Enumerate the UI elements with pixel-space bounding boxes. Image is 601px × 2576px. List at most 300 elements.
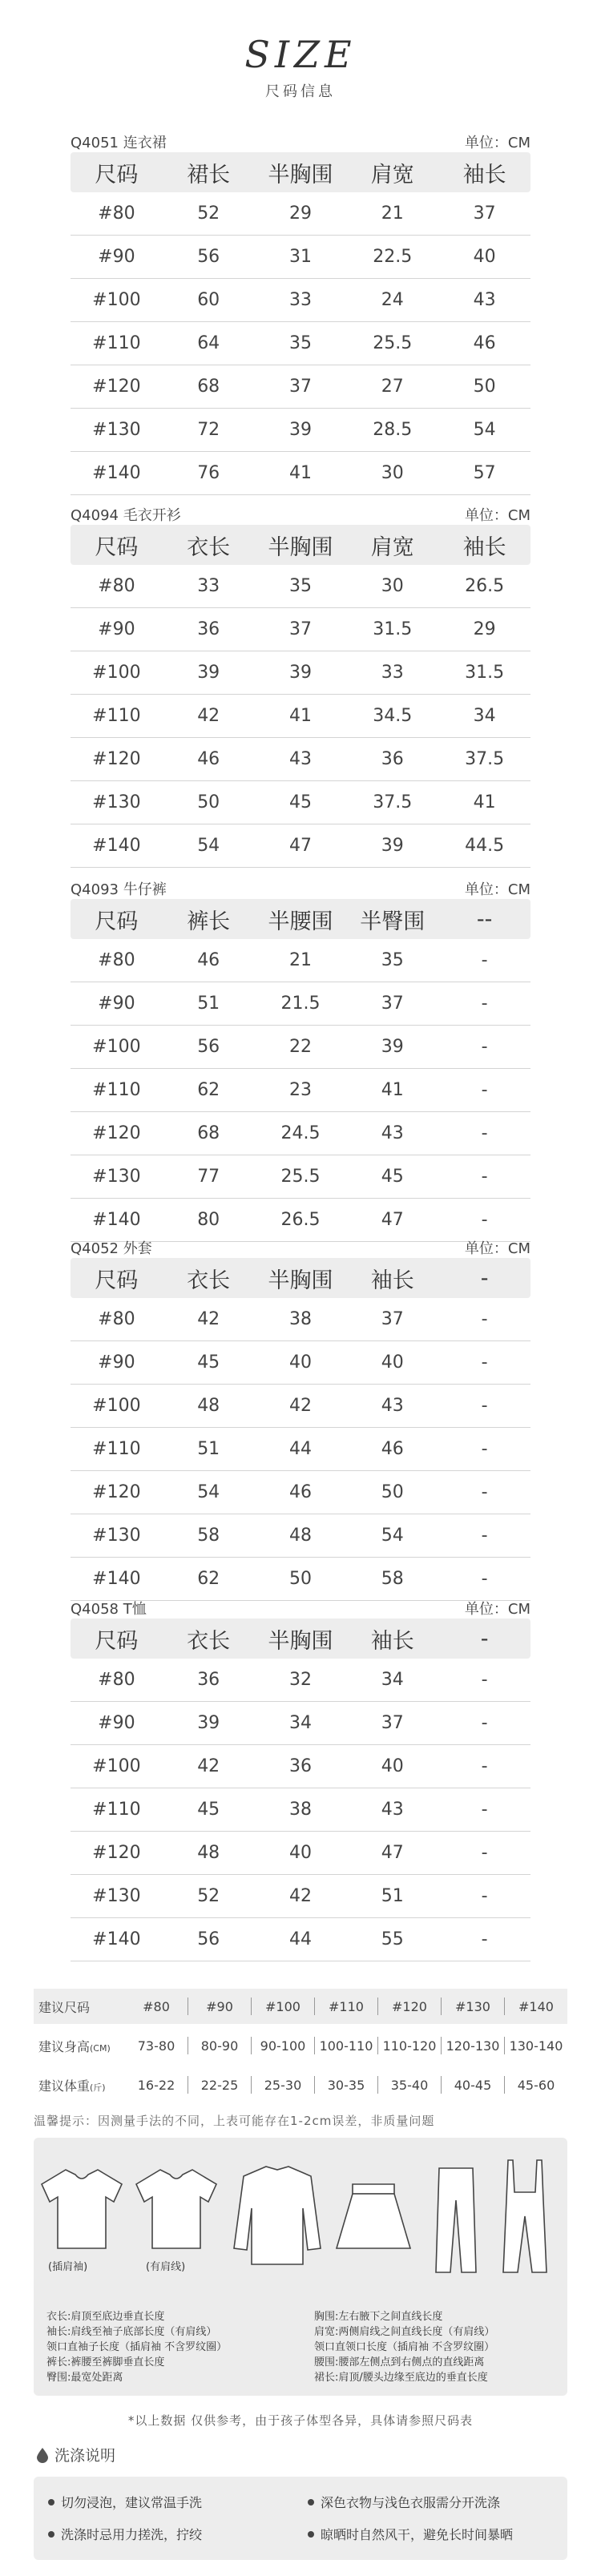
- table-cell: -: [481, 1309, 488, 1329]
- table-cell: #130: [92, 420, 141, 440]
- table-cell: -: [481, 1929, 488, 1949]
- table-cell: 37.5: [373, 792, 413, 812]
- table-cell: 41: [288, 706, 312, 726]
- table-cell: 37.5: [465, 749, 505, 769]
- table-cell: 56: [197, 1929, 220, 1949]
- table-cell: 29: [473, 619, 496, 639]
- cell: #80: [143, 1998, 170, 2014]
- table-cell: #140: [92, 463, 141, 483]
- table-row: [71, 1788, 530, 1832]
- table-cell: 51: [197, 994, 220, 1014]
- wash-title: 洗涤说明: [54, 2447, 116, 2465]
- col-header: 半胸围: [268, 1628, 333, 1654]
- set-in-label: (有肩线): [146, 2261, 186, 2273]
- table-cell: 39: [288, 420, 312, 440]
- table-row: [71, 1918, 530, 1961]
- table-cell: 31: [288, 247, 312, 267]
- table-cell: 43: [381, 1800, 404, 1820]
- col-header: 半胸围: [268, 1268, 333, 1293]
- table-row: [71, 1112, 530, 1155]
- table-cell: 46: [197, 749, 220, 769]
- table-cell: -: [481, 1886, 488, 1906]
- cell: #140: [518, 1998, 554, 2014]
- col-header: 尺码: [95, 162, 139, 187]
- table-cell: 42: [288, 1396, 312, 1416]
- notes-right: [314, 2309, 494, 2385]
- table-header: [71, 1258, 530, 1298]
- table-cell: #120: [92, 1123, 141, 1143]
- table-cell: 42: [197, 1756, 220, 1776]
- table-cell: 37: [288, 619, 312, 639]
- table-cell: #130: [92, 792, 141, 812]
- unit-label: 单位：CM: [464, 135, 530, 151]
- bullet-icon: [48, 2531, 54, 2538]
- table-cell: 40: [288, 1353, 312, 1373]
- table-cell: #140: [92, 836, 141, 856]
- table-cell: 48: [197, 1843, 220, 1863]
- table-cell: 36: [197, 619, 220, 639]
- table-cell: 24: [381, 290, 404, 310]
- page-subtitle: 尺码信息: [265, 83, 336, 100]
- table-header: [71, 525, 530, 565]
- table-cell: -: [481, 1756, 488, 1776]
- col-header: 半腰围: [268, 909, 333, 934]
- water-drop-icon: [34, 2446, 51, 2464]
- cell: 30-35: [327, 2077, 365, 2093]
- table-cell: 41: [381, 1080, 404, 1100]
- table-row: [71, 1069, 530, 1112]
- table-cell: 27: [381, 377, 404, 397]
- table-row: [71, 1341, 530, 1385]
- notes-left: [46, 2309, 227, 2385]
- table-cell: 34: [473, 706, 496, 726]
- col-header: 裙长: [187, 162, 231, 187]
- cell: #130: [455, 1998, 490, 2014]
- table-cell: 26.5: [280, 1210, 321, 1230]
- table-cell: #110: [92, 1800, 141, 1820]
- table-cell: 41: [288, 463, 312, 483]
- table-cell: 31.5: [373, 619, 413, 639]
- unit-label: 单位：CM: [464, 881, 530, 898]
- table-cell: #130: [92, 1886, 141, 1906]
- tshirt-icon: [136, 2170, 216, 2248]
- bullet-icon: [48, 2499, 54, 2505]
- table-header: [71, 1619, 530, 1659]
- wash-header: [34, 2444, 567, 2465]
- table-row: [71, 1026, 530, 1069]
- table-cell: #80: [98, 1309, 135, 1329]
- table-row: [71, 565, 530, 608]
- table-row: [71, 1514, 530, 1558]
- table-cell: #120: [92, 1482, 141, 1502]
- table-cell: 62: [197, 1569, 220, 1589]
- table-cell: 42: [197, 1309, 220, 1329]
- col-header: 衣长: [187, 1268, 231, 1293]
- table-row: [71, 1832, 530, 1875]
- table-cell: 48: [197, 1396, 220, 1416]
- table-cell: 39: [381, 836, 404, 856]
- table-row: [71, 279, 530, 322]
- table-cell: #100: [92, 1037, 141, 1057]
- table-title: Q4052 外套: [71, 1240, 152, 1257]
- table-cell: 33: [197, 576, 220, 596]
- table-cell: -: [481, 1843, 488, 1863]
- table-cell: 43: [473, 290, 496, 310]
- table-cell: #80: [98, 204, 135, 224]
- table-header: [71, 899, 530, 939]
- table-title: Q4093 牛仔裤: [71, 881, 167, 898]
- table-cell: 50: [288, 1569, 312, 1589]
- cell: 22-25: [200, 2077, 239, 2093]
- col-header: 衣长: [187, 1628, 231, 1654]
- table-cell: #120: [92, 1843, 141, 1863]
- table-row: [71, 1298, 530, 1341]
- table-cell: 50: [197, 792, 220, 812]
- size-table-coat: [71, 1234, 530, 1601]
- table-cell: 43: [381, 1123, 404, 1143]
- table-cell: 37: [473, 204, 496, 224]
- table-row: [71, 1875, 530, 1918]
- table-cell: -: [481, 1713, 488, 1733]
- note-line: 腰围:腰部左侧点到右侧点的直线距离: [314, 2356, 485, 2368]
- size-table-jeans: [71, 875, 530, 1242]
- cell: 16-22: [137, 2077, 175, 2093]
- table-row: [71, 939, 530, 982]
- table-cell: 54: [381, 1526, 404, 1546]
- col-header: 衣长: [187, 534, 231, 560]
- table-cell: -: [481, 1080, 488, 1100]
- cell: 45-60: [517, 2077, 555, 2093]
- table-cell: 47: [288, 836, 312, 856]
- cell: 73-80: [137, 2038, 175, 2054]
- col-header: 尺码: [95, 909, 139, 934]
- cell: #90: [206, 1998, 233, 2014]
- table-cell: 58: [197, 1526, 220, 1546]
- table-row: [71, 824, 530, 868]
- raglan-tshirt-icon: [42, 2170, 122, 2248]
- table-cell: 21.5: [280, 994, 321, 1014]
- page-title: SIZE: [244, 33, 357, 76]
- table-cell: -: [481, 1439, 488, 1459]
- table-cell: 36: [197, 1670, 220, 1690]
- table-cell: 37: [381, 1309, 404, 1329]
- table-cell: 28.5: [373, 420, 413, 440]
- table-cell: 77: [197, 1167, 220, 1187]
- table-cell: #110: [92, 1080, 141, 1100]
- col-header: 半胸围: [268, 534, 333, 560]
- cell: 120-130: [446, 2038, 500, 2054]
- table-cell: #130: [92, 1167, 141, 1187]
- col-header: 半臀围: [360, 909, 426, 934]
- table-cell: #90: [98, 247, 135, 267]
- raglan-label: (插肩袖): [48, 2261, 88, 2273]
- table-cell: 68: [197, 1123, 220, 1143]
- note-line: 臀围:最宽处距离: [46, 2372, 123, 2384]
- table-cell: 54: [197, 1482, 220, 1502]
- col-header: 袖长: [370, 1628, 414, 1654]
- table-cell: 24.5: [280, 1123, 321, 1143]
- table-cell: 43: [288, 749, 312, 769]
- table-cell: 39: [288, 663, 312, 683]
- table-cell: 46: [197, 950, 220, 970]
- table-cell: 39: [381, 1037, 404, 1057]
- col-header: 半胸围: [268, 162, 333, 187]
- table-row: [71, 1659, 530, 1702]
- table-cell: 62: [197, 1080, 220, 1100]
- table-cell: 55: [381, 1929, 404, 1949]
- col-header: 袖长: [462, 162, 506, 187]
- size-table-cardigan: [71, 501, 530, 868]
- table-row: [71, 651, 530, 695]
- table-cell: 76: [197, 463, 220, 483]
- table-cell: 30: [381, 576, 404, 596]
- table-cell: 29: [288, 204, 312, 224]
- table-cell: 34.5: [373, 706, 413, 726]
- table-cell: 51: [381, 1886, 404, 1906]
- table-cell: -: [481, 950, 488, 970]
- table-row: [71, 365, 530, 409]
- col-header: 尺码: [95, 1268, 139, 1293]
- cell: 40-45: [454, 2077, 492, 2093]
- table-cell: 40: [381, 1353, 404, 1373]
- pants-icon: [436, 2168, 476, 2272]
- size-table-dress: [71, 128, 530, 495]
- recommend-weight-row: [34, 2067, 567, 2102]
- table-cell: 46: [473, 333, 496, 353]
- table-cell: 40: [473, 247, 496, 267]
- col-header: 尺码: [95, 534, 139, 560]
- table-cell: 41: [473, 792, 496, 812]
- table-row: [71, 236, 530, 279]
- table-cell: 21: [381, 204, 404, 224]
- table-cell: #80: [98, 1670, 135, 1690]
- cell: #100: [265, 1998, 300, 2014]
- table-cell: 34: [288, 1713, 312, 1733]
- table-cell: 44: [288, 1439, 312, 1459]
- table-cell: 46: [381, 1439, 404, 1459]
- table-cell: 64: [197, 333, 220, 353]
- table-cell: #110: [92, 1439, 141, 1459]
- table-cell: 40: [288, 1843, 312, 1863]
- table-cell: -: [481, 994, 488, 1014]
- note-line: 领口直领口长度（插肩袖 不含罗纹圈）: [314, 2341, 495, 2353]
- table-cell: 48: [288, 1526, 312, 1546]
- size-table-tshirt: [71, 1594, 530, 1961]
- table-cell: #120: [92, 377, 141, 397]
- table-row: [71, 982, 530, 1026]
- table-cell: 37: [381, 1713, 404, 1733]
- table-cell: #140: [92, 1929, 141, 1949]
- table-cell: 21: [288, 950, 312, 970]
- skirt-icon: [353, 2184, 394, 2194]
- table-cell: 50: [473, 377, 496, 397]
- table-cell: #90: [98, 1353, 135, 1373]
- table-cell: 33: [288, 290, 312, 310]
- table-cell: -: [481, 1123, 488, 1143]
- table-cell: 35: [381, 950, 404, 970]
- table-title: Q4058 T恤: [71, 1601, 147, 1618]
- note-line: 袖长:肩线至袖子底部长度（有肩线）: [46, 2326, 217, 2338]
- row-label: 建议身高(CM): [38, 2038, 111, 2054]
- table-cell: 38: [288, 1309, 312, 1329]
- table-cell: 40: [381, 1756, 404, 1776]
- table-row: [71, 409, 530, 452]
- table-cell: 47: [381, 1210, 404, 1230]
- table-cell: -: [481, 1037, 488, 1057]
- table-cell: -: [481, 1353, 488, 1373]
- table-row: [71, 1385, 530, 1428]
- table-cell: 45: [197, 1353, 220, 1373]
- wash-item: 切勿浸泡，建议常温手洗: [48, 2493, 202, 2511]
- table-cell: #110: [92, 333, 141, 353]
- bullet-icon: [308, 2531, 314, 2538]
- table-cell: 35: [288, 333, 312, 353]
- table-cell: 43: [381, 1396, 404, 1416]
- warm-tip: 温馨提示：因测量手法的不同，上表可能存在1-2cm误差，非质量问题: [34, 2114, 435, 2128]
- table-cell: 54: [473, 420, 496, 440]
- table-cell: 56: [197, 247, 220, 267]
- note-line: 衣长:肩顶至底边垂直长度: [46, 2311, 165, 2323]
- col-header: 袖长: [462, 534, 506, 560]
- table-cell: 47: [381, 1843, 404, 1863]
- wash-item: 晾晒时自然风干，避免长时间暴晒: [308, 2525, 513, 2543]
- table-cell: 23: [288, 1080, 312, 1100]
- table-cell: #100: [92, 1756, 141, 1776]
- unit-label: 单位：CM: [464, 1240, 530, 1257]
- table-row: [71, 1702, 530, 1745]
- table-cell: 35: [288, 576, 312, 596]
- table-cell: #140: [92, 1210, 141, 1230]
- col-header: --: [476, 906, 493, 932]
- table-row: [71, 608, 530, 651]
- table-cell: 26.5: [465, 576, 505, 596]
- col-header: -: [480, 1265, 489, 1291]
- table-cell: 31.5: [465, 663, 505, 683]
- table-row: [71, 452, 530, 495]
- cell: #110: [329, 1998, 364, 2014]
- table-cell: 25.5: [373, 333, 413, 353]
- table-row: [71, 695, 530, 738]
- table-cell: -: [481, 1670, 488, 1690]
- table-cell: 72: [197, 420, 220, 440]
- table-row: [71, 1745, 530, 1788]
- table-cell: 33: [381, 663, 404, 683]
- recommend-size-row: [34, 1989, 567, 2024]
- table-cell: -: [481, 1167, 488, 1187]
- table-row: [71, 322, 530, 365]
- title-block: [0, 32, 601, 101]
- table-title: Q4094 毛衣开衫: [71, 507, 181, 524]
- table-cell: 45: [197, 1800, 220, 1820]
- table-header: [71, 152, 530, 192]
- col-header: 袖长: [370, 1268, 414, 1293]
- table-cell: 36: [381, 749, 404, 769]
- table-cell: #120: [92, 749, 141, 769]
- cell: 90-100: [260, 2038, 306, 2054]
- table-title: Q4051 连衣裙: [71, 135, 167, 151]
- row-label: 建议体重(斤): [38, 2078, 106, 2094]
- table-cell: 80: [197, 1210, 220, 1230]
- table-cell: #80: [98, 950, 135, 970]
- table-cell: #90: [98, 1713, 135, 1733]
- col-header: 尺码: [95, 1628, 139, 1654]
- table-cell: 25.5: [280, 1167, 321, 1187]
- table-cell: 52: [197, 204, 220, 224]
- table-cell: #100: [92, 663, 141, 683]
- note-line: 肩宽:两侧肩线之间直线长度（有肩线）: [314, 2326, 495, 2338]
- recommend-table: [34, 1989, 567, 2102]
- table-cell: 44.5: [465, 836, 505, 856]
- table-cell: 68: [197, 377, 220, 397]
- table-cell: 32: [288, 1670, 312, 1690]
- table-row: [71, 1155, 530, 1199]
- table-row: [71, 1471, 530, 1514]
- table-cell: 57: [473, 463, 496, 483]
- table-cell: 52: [197, 1886, 220, 1906]
- cell: 100-110: [319, 2038, 373, 2054]
- table-cell: 44: [288, 1929, 312, 1949]
- col-header: 裤长: [187, 909, 231, 934]
- garment-illustrations: [34, 2152, 567, 2312]
- table-cell: #80: [98, 576, 135, 596]
- table-cell: #110: [92, 706, 141, 726]
- table-cell: #140: [92, 1569, 141, 1589]
- col-header: 肩宽: [370, 162, 414, 187]
- table-cell: -: [481, 1396, 488, 1416]
- reference-note: *以上数据 仅供参考，由于孩子体型各异，具体请参照尺码表: [127, 2413, 474, 2428]
- cell: 25-30: [264, 2077, 302, 2093]
- recommend-height-row: [34, 2024, 567, 2067]
- table-cell: 37: [288, 377, 312, 397]
- table-cell: 56: [197, 1037, 220, 1057]
- note-line: 领口直袖子长度（插肩袖 不含罗纹圈）: [46, 2341, 228, 2353]
- table-row: [71, 192, 530, 236]
- table-row: [71, 1428, 530, 1471]
- wash-item: 洗涤时忌用力搓洗，拧绞: [48, 2525, 202, 2543]
- cell: 35-40: [390, 2077, 429, 2093]
- table-cell: 54: [197, 836, 220, 856]
- note-line: 胸围:左右腋下之间直线长度: [314, 2311, 443, 2323]
- table-cell: -: [481, 1569, 488, 1589]
- table-cell: 45: [381, 1167, 404, 1187]
- table-cell: 58: [381, 1569, 404, 1589]
- wash-list: [34, 2477, 567, 2560]
- table-cell: 34: [381, 1670, 404, 1690]
- table-cell: 46: [288, 1482, 312, 1502]
- table-cell: 38: [288, 1800, 312, 1820]
- table-cell: #100: [92, 1396, 141, 1416]
- col-header: -: [480, 1626, 489, 1651]
- table-row: [71, 738, 530, 781]
- cell: 110-120: [382, 2038, 437, 2054]
- unit-label: 单位：CM: [464, 507, 530, 524]
- table-cell: 42: [197, 706, 220, 726]
- table-cell: 37: [381, 994, 404, 1014]
- table-cell: #90: [98, 994, 135, 1014]
- table-cell: -: [481, 1482, 488, 1502]
- table-cell: 42: [288, 1886, 312, 1906]
- table-cell: 22.5: [373, 247, 413, 267]
- wash-section: [34, 2444, 567, 2560]
- table-cell: #130: [92, 1526, 141, 1546]
- col-header: 肩宽: [370, 534, 414, 560]
- table-row: [71, 781, 530, 824]
- table-cell: #90: [98, 619, 135, 639]
- bullet-icon: [308, 2499, 314, 2505]
- cell: 130-140: [509, 2038, 563, 2054]
- unit-label: 单位：CM: [464, 1601, 530, 1618]
- table-cell: -: [481, 1800, 488, 1820]
